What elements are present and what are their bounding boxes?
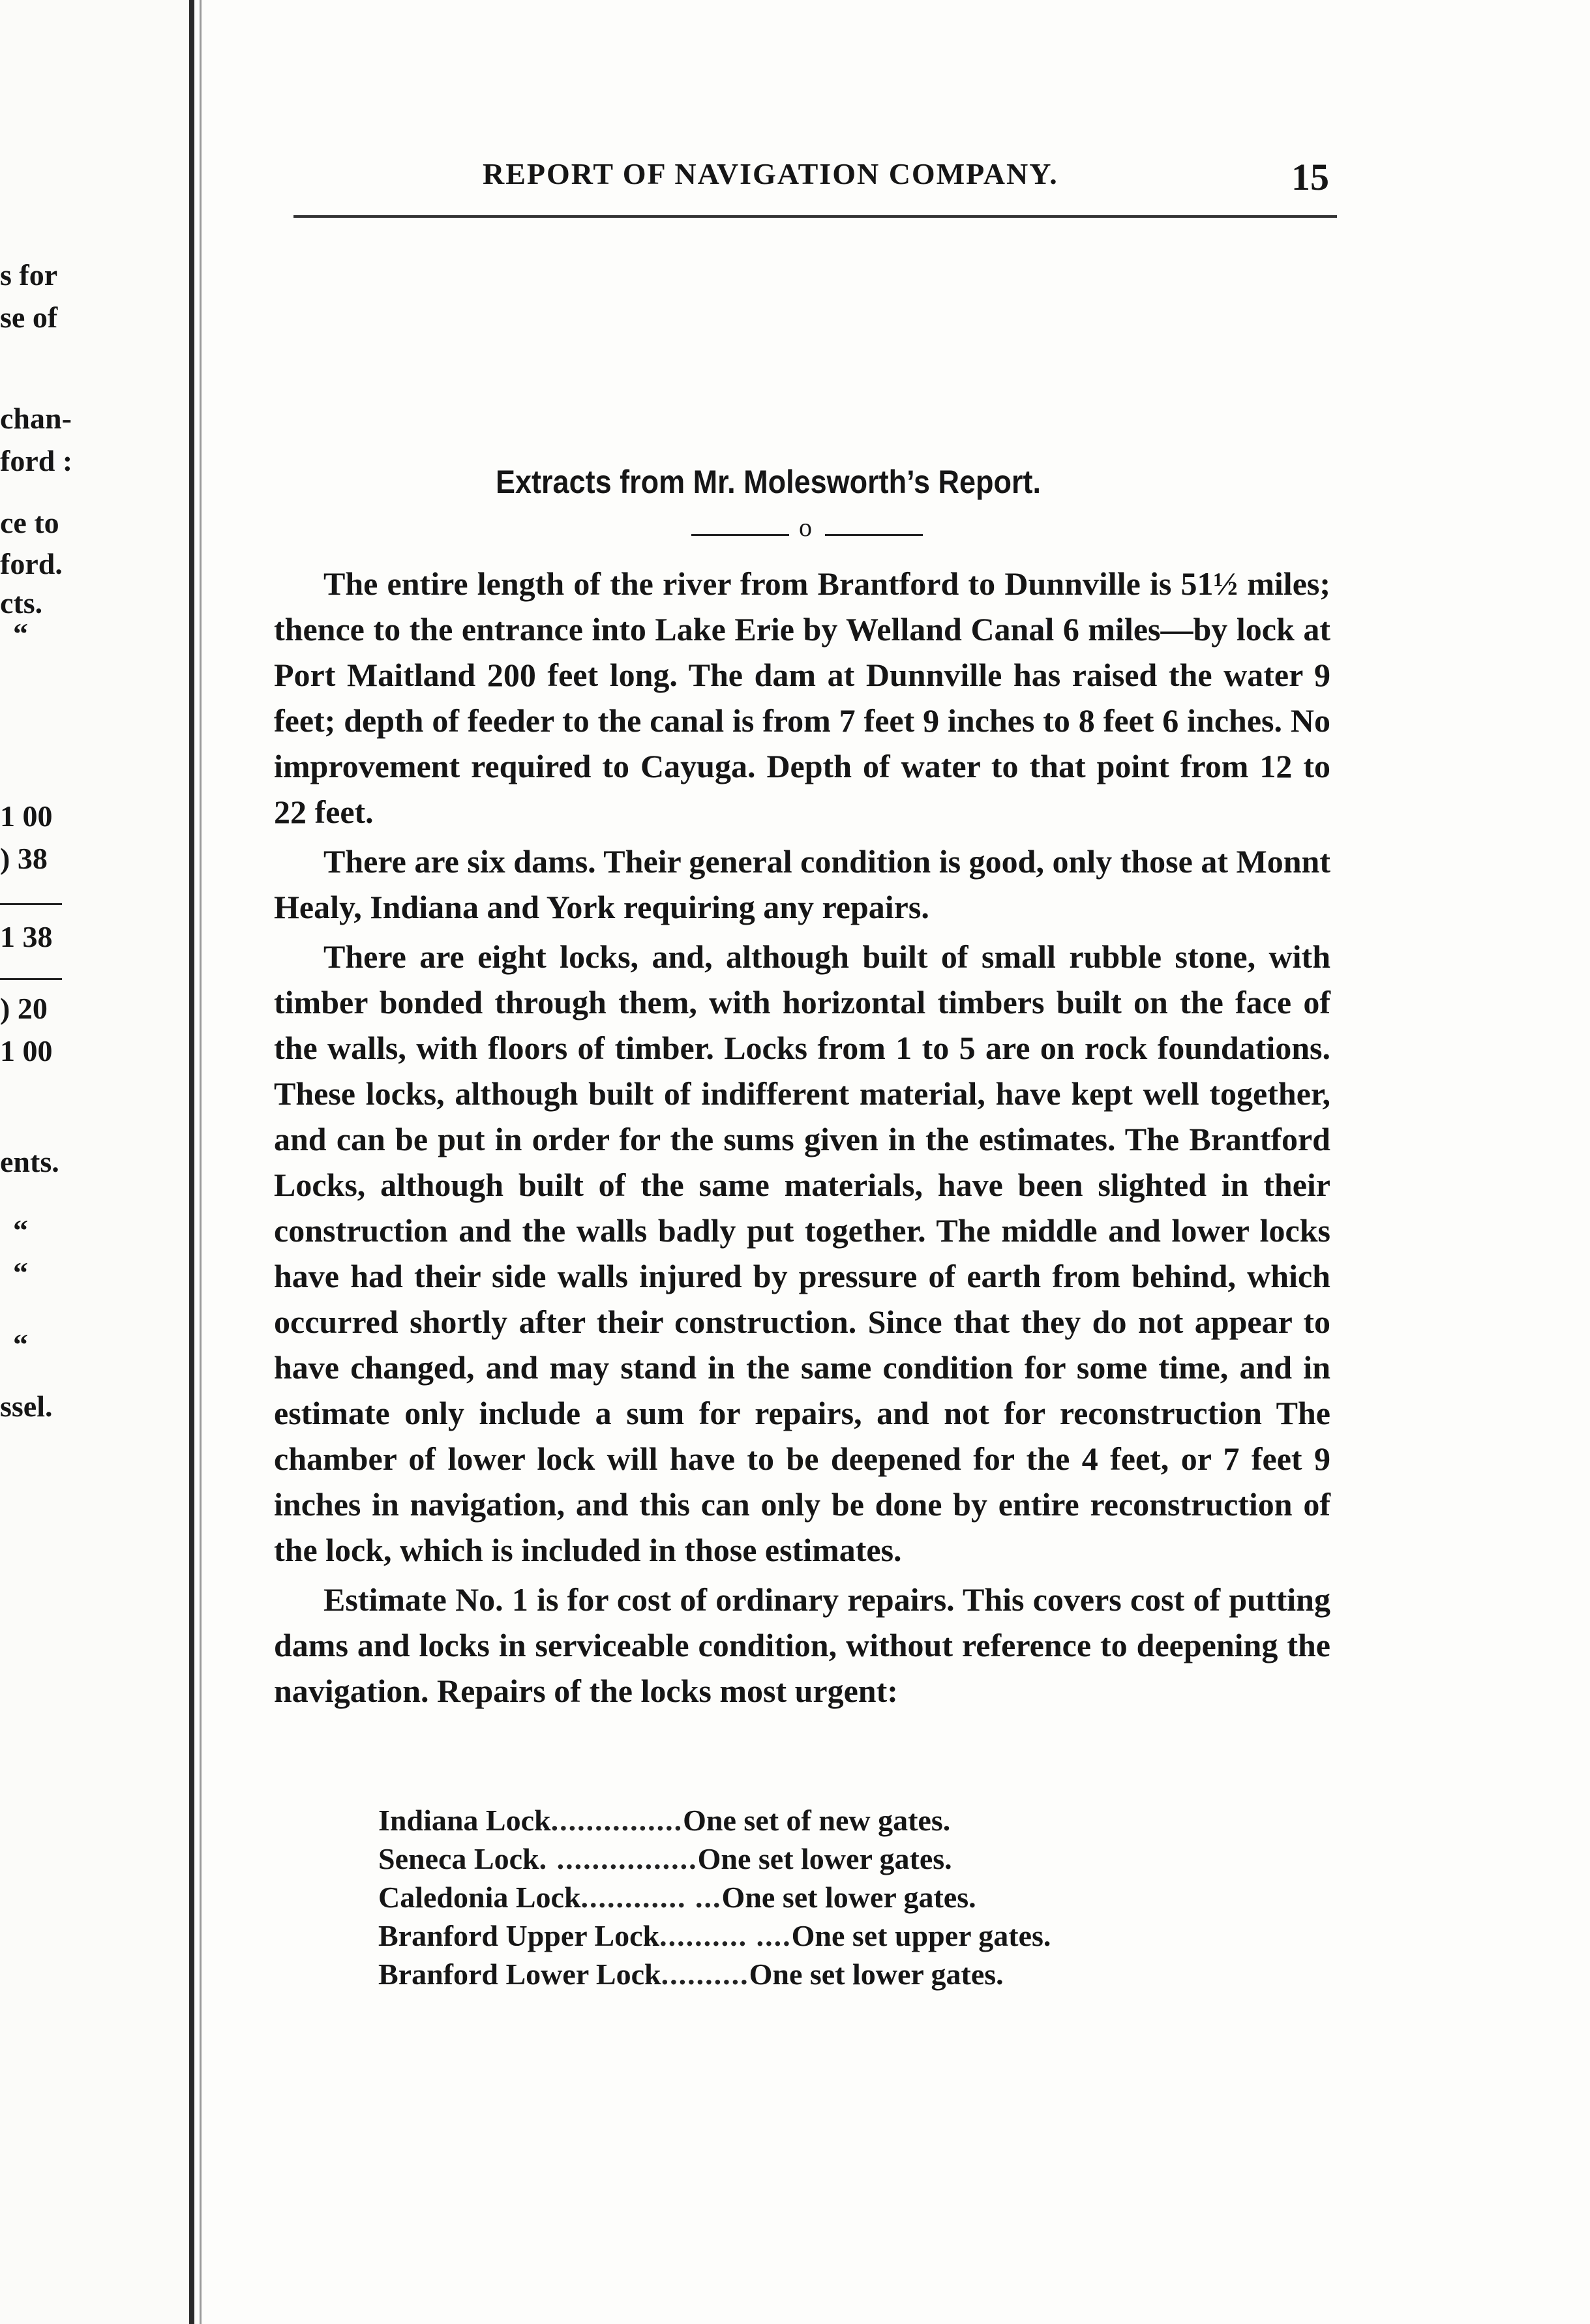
paragraph: The entire length of the river from Brantford to Dunnville is 51½ miles; thence to the entrance into Lake Erie by Welland Canal 6 miles—by lock at Port Maitland 200 feet long. The dam at Dunnville has raised the water 9 feet; depth of feeder to the canal is from 7 feet 9 inches to 8 feet 6 inches. No improvement required to Cayuga. Depth of water to that point from 12 to 22 feet.: [274, 565, 1330, 830]
dot-leader: ...............: [550, 1804, 683, 1837]
dot-leader: ............ ...: [580, 1881, 722, 1914]
repair-description: One set lower gates.: [749, 1958, 1004, 1991]
lock-name: Indiana Lock: [378, 1804, 551, 1837]
list-item: [378, 1918, 1051, 1957]
page-number: 15: [1291, 156, 1329, 198]
left-page-fragment: s for: [0, 258, 58, 291]
lock-name: Branford Lower Lock: [378, 1958, 661, 1991]
left-page-fragment: 1 00: [0, 799, 53, 833]
title-ornament: [691, 513, 926, 544]
urgent-repairs-list: [378, 1803, 1051, 1995]
left-page-fragment: ford.: [0, 547, 63, 580]
report-body: [274, 561, 1330, 1718]
left-page-fragment: cts.: [0, 586, 43, 619]
repair-description: One set lower gates.: [721, 1881, 976, 1914]
paragraph: There are eight locks, and, although built of small rubble stone, with timber bonded through them, with horizontal timbers built on the face of the walls, with floors of timber. Locks from 1 to 5 are on rock foundations. These locks, although built of indifferent material, have kept well together, and can be put in order for the sums given in the estimates. The Brantford Locks, although built of the same materials, have been slighted in their construction and the walls badly put together. The middle and lower locks have had their side walls injured by pressure of earth from behind, which occurred shortly after their construction. Since that they do not appear to have changed, and may stand in the same condition for some time, and in estimate only include a sum for repairs, and not for reconstruction The chamber of lower lock will have to be deepened for the 4 feet, or 7 feet 9 inches in navigation, and this can only be done by entire reconstruction of the lock, which is included in those estimates.: [274, 938, 1330, 1568]
left-page-fragment: “: [13, 1214, 28, 1247]
left-page-fragment: ce to: [0, 506, 59, 539]
repair-description: One set upper gates.: [791, 1919, 1051, 1952]
page-gutter: [189, 0, 194, 2324]
left-page-fragment: ford :: [0, 444, 73, 477]
paragraph: There are six dams. Their general condition is good, only those at Monnt Healy, Indiana and York requiring any repairs.: [274, 843, 1330, 925]
repair-description: One set lower gates.: [697, 1842, 952, 1875]
left-page-margin: [0, 0, 196, 2324]
ornament-glyph: o: [799, 513, 812, 542]
list-item: [378, 1957, 1051, 1995]
list-item: [378, 1841, 1051, 1880]
paragraph: Estimate No. 1 is for cost of ordinary repairs. This covers cost of putting dams and locks in serviceable condition, without reference to deepening the navigation. Repairs of the locks most urgent:: [274, 1581, 1330, 1709]
running-header: REPORT OF NAVIGATION COMPANY.: [483, 157, 1058, 190]
dot-leader: ..........: [661, 1958, 749, 1991]
lock-name: Caledonia Lock: [378, 1881, 581, 1914]
ornament-rule-left: [691, 534, 789, 536]
left-page-fragment: ents.: [0, 1145, 59, 1178]
left-page-fragment: ) 20: [0, 992, 48, 1025]
lock-name: Branford Upper Lock: [378, 1919, 660, 1952]
left-page-fragment: chan-: [0, 402, 72, 435]
list-item: [378, 1880, 1051, 1918]
page-gutter-edge: [200, 0, 202, 2324]
list-item: [378, 1803, 1051, 1841]
left-page-fragment: “: [13, 1256, 28, 1289]
ornament-rule-right: [825, 534, 923, 536]
left-page-fragment: ssel.: [0, 1390, 53, 1423]
left-page-fragment: ) 38: [0, 842, 48, 875]
left-page-fragment: “: [13, 617, 28, 650]
left-page-rule: [0, 903, 62, 905]
section-title: Extracts from Mr. Molesworth’s Report.: [496, 464, 1042, 500]
left-page-fragment: “: [13, 1328, 28, 1361]
lock-name: Seneca Lock: [378, 1842, 539, 1875]
left-page-rule: [0, 978, 62, 980]
left-page-fragment: 1 38: [0, 920, 53, 953]
repair-description: One set of new gates.: [683, 1804, 951, 1837]
header-rule: [293, 215, 1337, 218]
dot-leader: . ................: [539, 1842, 698, 1875]
left-page-fragment: se of: [0, 301, 58, 334]
left-page-fragment: 1 00: [0, 1034, 53, 1067]
dot-leader: .......... ....: [659, 1919, 792, 1952]
